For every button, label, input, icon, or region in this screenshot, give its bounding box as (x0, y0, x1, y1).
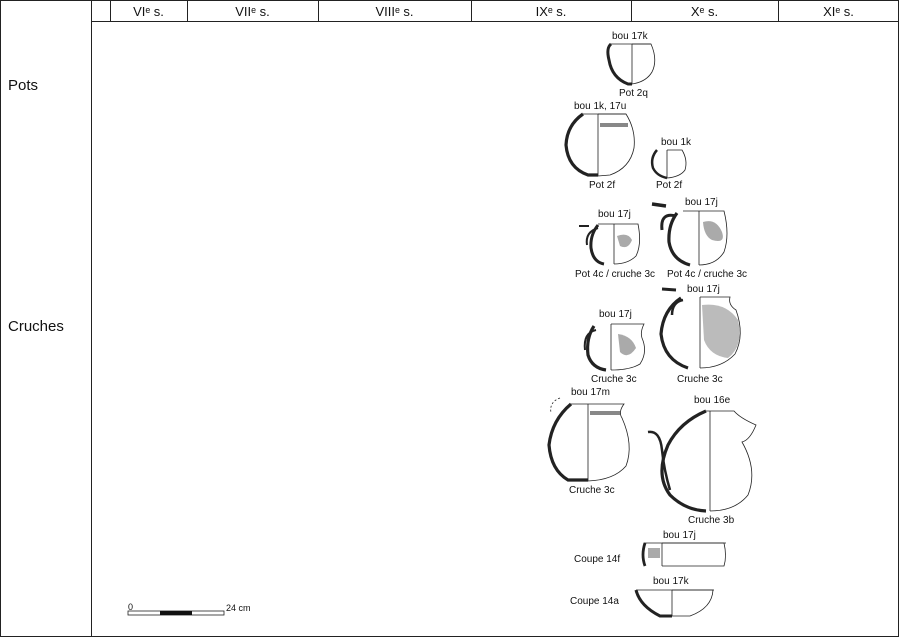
vessel-coupe-14f (643, 543, 726, 566)
item-type-label: Cruche 3c (591, 374, 637, 385)
item-type-label: Cruche 3b (688, 515, 735, 526)
column-header-6th-century: VIᵉ s. (133, 4, 164, 19)
vessel-cruche-3c-large (661, 289, 740, 368)
item-type-label: Cruche 3c (677, 374, 723, 385)
item-context-label: bou 1k, 17u (574, 101, 627, 112)
item-context-label: bou 1k (661, 137, 692, 148)
item-context-label: bou 17j (599, 309, 632, 320)
item-type-label: Cruche 3c (569, 485, 615, 496)
item-type-label: Pot 2f (589, 180, 616, 191)
item-context-label: bou 17j (598, 209, 631, 220)
scale-bar (128, 611, 224, 615)
column-header-11th-century: XIᵉ s. (823, 4, 854, 19)
item-type-label: Coupe 14a (570, 596, 619, 607)
item-type-label: Pot 4c / cruche 3c (667, 269, 748, 280)
item-context-label: bou 17j (687, 284, 720, 295)
item-context-label: bou 17k (653, 576, 689, 587)
vessel-pot-2q (608, 44, 655, 84)
item-type-label: Coupe 14f (574, 554, 621, 565)
item-context-label: bou 17j (685, 197, 718, 208)
item-type-label: Pot 2f (656, 180, 683, 191)
scale-end-label: 24 cm (226, 603, 251, 613)
column-header-9th-century: IXᵉ s. (535, 4, 567, 19)
vessel-cruche-3b (648, 411, 756, 511)
scale-start-label: 0 (128, 602, 134, 612)
item-context-label: bou 17j (663, 530, 696, 541)
column-header-7th-century: VIIᵉ s. (235, 4, 270, 19)
item-type-label: Pot 2q (619, 88, 648, 99)
column-header-10th-century: Xᵉ s. (690, 4, 719, 19)
item-context-label: bou 17k (612, 31, 648, 42)
item-context-label: bou 17m (571, 387, 610, 398)
vessel-pot-4c-small (579, 224, 640, 264)
vessel-cruche-3c-small (585, 324, 645, 370)
vessel-cruche-3c-17m (549, 398, 629, 481)
vessel-pot-2f-large (566, 114, 634, 176)
vessel-pot-2f-small (652, 150, 686, 178)
item-type-label: Pot 4c / cruche 3c (575, 269, 656, 280)
row-label-pots: Pots (8, 77, 39, 94)
vessel-pot-4c-large (652, 204, 727, 265)
row-label-cruches: Cruches (8, 318, 64, 335)
item-context-label: bou 16e (694, 395, 731, 406)
column-header-8th-century: VIIIᵉ s. (375, 4, 414, 19)
vessel-coupe-14a (636, 590, 714, 616)
